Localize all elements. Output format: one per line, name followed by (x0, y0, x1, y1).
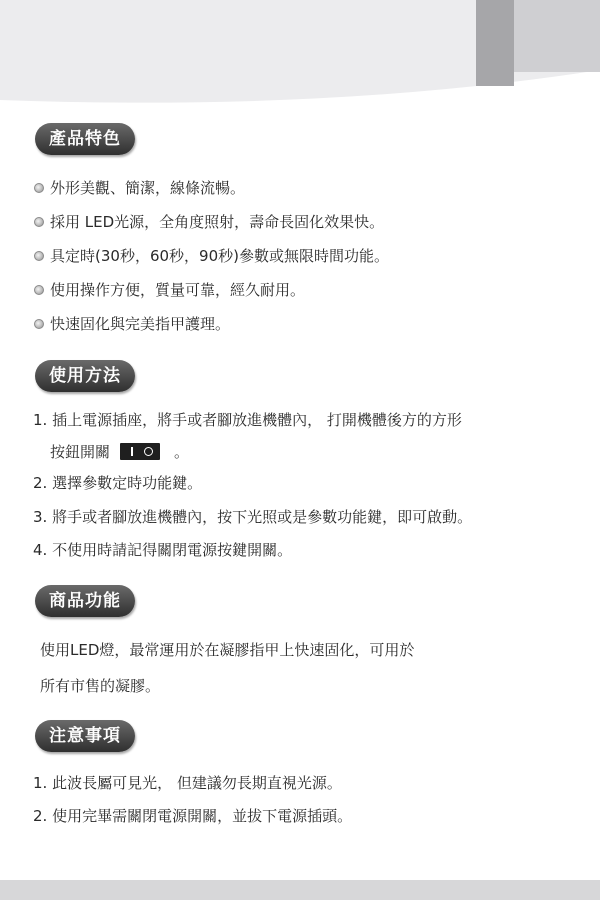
usage-steps (33, 408, 472, 570)
list-item (33, 804, 352, 837)
note-text: 1. 此波長屬可見光， 但建議勿長期直視光源。 (33, 774, 342, 792)
list-item (33, 505, 472, 538)
bullet-icon (34, 251, 44, 261)
section-title-notes: 注意事項 (35, 720, 135, 752)
section-title-features: 產品特色 (35, 123, 135, 155)
step-text: 按鈕開關 (50, 443, 111, 461)
power-switch-icon (120, 443, 160, 460)
feature-text: 快速固化與完美指甲護理。 (50, 315, 231, 333)
list-item (33, 538, 472, 570)
bullet-icon (34, 183, 44, 193)
section-title-usage: 使用方法 (35, 360, 135, 392)
feature-text: 採用 LED光源，全角度照射，壽命長固化效果快。 (50, 213, 385, 231)
bullet-icon (34, 285, 44, 295)
feature-list (34, 176, 389, 346)
list-item (33, 440, 472, 471)
feature-text: 外形美觀、簡潔，線條流暢。 (50, 179, 246, 197)
footer-decoration (0, 880, 600, 900)
note-text: 2. 使用完畢需關閉電源開關，並拔下電源插頭。 (33, 807, 353, 825)
bullet-icon (34, 217, 44, 227)
list-item (34, 312, 389, 346)
step-text: 1. 插上電源插座，將手或者腳放進機體內， 打開機體後方的方形 (33, 411, 462, 429)
function-line: 使用LED燈，最常運用於在凝膠指甲上快速固化，可用於 (40, 641, 415, 659)
section-title-function: 商品功能 (35, 585, 135, 617)
step-text: 2. 選擇參數定時功能鍵。 (33, 474, 203, 492)
list-item (33, 408, 472, 440)
step-text: 3. 將手或者腳放進機體內，按下光照或是參數功能鍵，即可啟動。 (33, 508, 473, 526)
list-item (33, 771, 352, 804)
header-decoration (0, 0, 600, 110)
list-item (33, 471, 472, 505)
function-line: 所有市售的凝膠。 (40, 677, 161, 695)
list-item (34, 244, 389, 278)
step-text: 4. 不使用時請記得關閉電源按鍵開關。 (33, 541, 293, 559)
bullet-icon (34, 319, 44, 329)
list-item (34, 210, 389, 244)
notes-list (33, 771, 352, 837)
list-item (34, 176, 389, 210)
list-item (34, 278, 389, 312)
feature-text: 具定時(30秒，60秒，90秒)參數或無限時間功能。 (50, 247, 389, 265)
feature-text: 使用操作方便，質量可靠，經久耐用。 (50, 281, 306, 299)
step-text: 。 (174, 443, 190, 461)
